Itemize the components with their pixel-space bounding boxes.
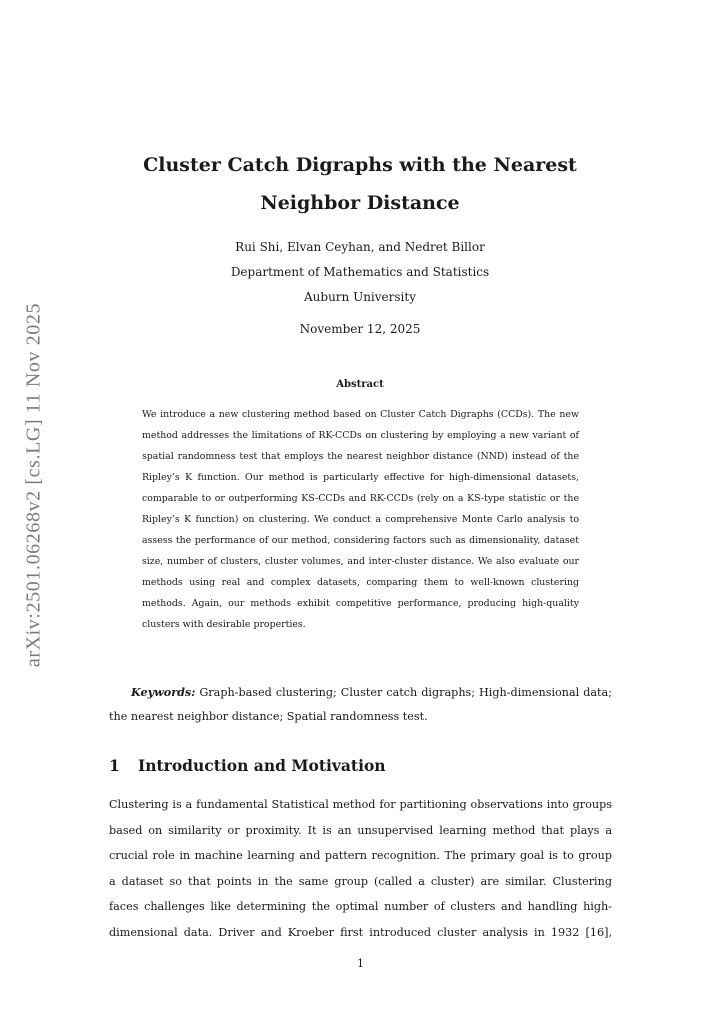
intro-line: Clustering is a fundamental Statistical method for partitioning observations into groups [109,798,612,811]
keywords-paragraph [109,680,612,729]
intro-line: faces challenges like determining the optimal number of clusters and handling high- [109,900,612,913]
paper-title-line-2: Neighbor Distance [260,192,460,214]
page-number: 1 [357,957,364,970]
authors: Rui Shi, Elvan Ceyhan, and Nedret Billor [235,240,485,254]
abstract-text: We introduce a new clustering method based on Cluster Catch Digraphs (CCDs). The new method addresses the limitations of RK-CCDs on clustering by employing a new variant of spatial randomness test that employs the nearest neighbor distance (NND) instead of the Ripley’s K function. Our method is particularly effective for high-dimensional datasets, comparable to or outperforming KS-CCDs and RK-CCDs (rely on a KS-type statistic or the Ripley’s K function) on clustering. We conduct a comprehensive Monte Carlo analysis to assess the performance of our method, considering factors such as dimensionality, dataset size, number of clusters, cluster volumes, and inter-cluster distance. We also evaluate our methods using real and complex datasets, comparing them to well-known clustering methods. Again, our methods exhibit competitive performance, producing high-quality clusters with desirable properties. [142,409,579,630]
publication-date: November 12, 2025 [299,322,421,336]
intro-line: based on similarity or proximity. It is an unsupervised learning method that plays a [109,823,612,837]
keywords-text: Graph-based clustering; Cluster catch digraphs; High-dimensional data; the nearest neighbor distance; Spatial randomness test. [109,686,612,723]
keywords-label: Keywords: [131,685,196,699]
introduction-text [109,792,612,945]
abstract-heading: Abstract [336,379,384,390]
department: Department of Mathematics and Statistics [230,265,490,279]
section-title: Introduction and Motivation [138,756,386,775]
university: Auburn University [304,290,416,304]
arxiv-identifier-stamp: arXiv:2501.06268v2 [cs.LG] 11 Nov 2025 [22,302,45,668]
paper-title [110,146,610,222]
paper-title-line-1: Cluster Catch Digraphs with the Nearest [143,154,577,176]
section-number: 1 [109,756,120,775]
section-heading [109,755,612,777]
intro-line: a dataset so that points in the same group (called a cluster) are similar. Clustering [109,874,612,888]
intro-line: crucial role in machine learning and pattern recognition. The primary goal is to group [109,849,612,862]
intro-line: dimensional data. Driver and Kroeber first introduced cluster analysis in 1932 [16], [109,925,612,939]
